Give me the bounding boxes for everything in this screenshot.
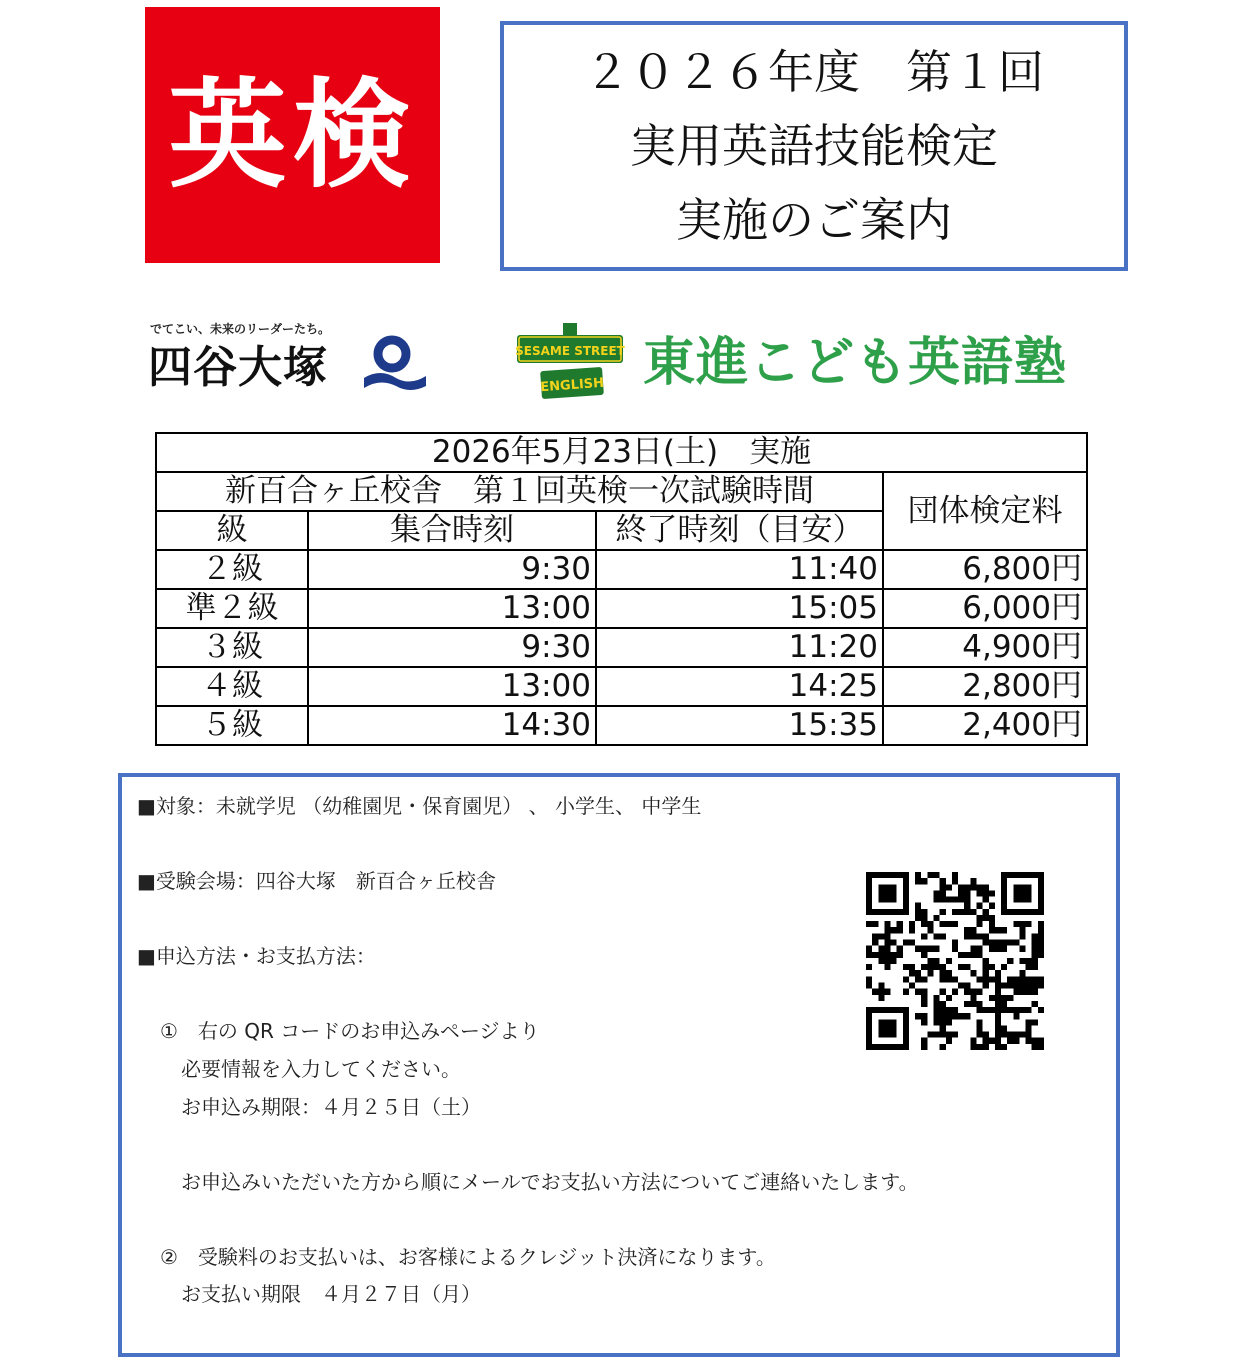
- gather-cell: 9:30: [308, 550, 596, 589]
- column-header-gather: 集合時刻: [308, 511, 596, 550]
- sesame-street-text: SESAME STREET: [515, 344, 625, 358]
- table-row: [156, 472, 1087, 511]
- column-header-end: 終了時刻（目安）: [596, 511, 883, 550]
- end-cell: 11:40: [596, 550, 883, 589]
- title-line-3: 実施のご案内: [676, 193, 952, 247]
- step1-line: ① 右の QR コードのお申込みページより: [160, 1019, 540, 1043]
- column-header-grade: 級: [156, 511, 308, 550]
- grade-cell: 準２級: [156, 589, 308, 628]
- grade-cell: ４級: [156, 667, 308, 706]
- sesame-english-text: ENGLISH: [539, 375, 605, 396]
- gather-cell: 13:00: [308, 589, 596, 628]
- table-row: [156, 589, 1087, 628]
- fee-cell: 2,800円: [883, 667, 1087, 706]
- yotsuya-tagline: でてこい、未来のリーダーたち。: [150, 322, 331, 336]
- table-row: [156, 628, 1087, 667]
- grade-cell: ３級: [156, 628, 308, 667]
- grade-cell: ２級: [156, 550, 308, 589]
- table-row: [156, 706, 1087, 745]
- exam-schedule-table: [155, 432, 1088, 746]
- table-row: [156, 433, 1087, 472]
- step1-instruction: 必要情報を入力してください。: [181, 1057, 461, 1081]
- yotsuya-mark-icon: [360, 328, 430, 392]
- step2-deadline: お支払い期限 ４月２７日（月）: [181, 1282, 481, 1306]
- step2-line: ② 受験料のお支払いは、お客様によるクレジット決済になります。: [160, 1245, 776, 1269]
- end-cell: 14:25: [596, 667, 883, 706]
- step1-contact-note: お申込みいただいた方から順にメールでお支払い方法についてご連絡いたします。: [181, 1170, 919, 1194]
- eiken-logo: [145, 7, 440, 263]
- fee-cell: 6,800円: [883, 550, 1087, 589]
- end-cell: 11:20: [596, 628, 883, 667]
- gather-cell: 14:30: [308, 706, 596, 745]
- gather-cell: 9:30: [308, 628, 596, 667]
- sesame-street-english-badge: [515, 323, 625, 403]
- end-cell: 15:35: [596, 706, 883, 745]
- grade-cell: ５級: [156, 706, 308, 745]
- step1-deadline: お申込み期限：４月２５日（土）: [181, 1095, 481, 1119]
- yotsuya-logo-text: 四谷大塚: [148, 342, 328, 393]
- table-row: [156, 550, 1087, 589]
- qr-code-icon[interactable]: [866, 872, 1044, 1050]
- table-row: [156, 667, 1087, 706]
- fee-cell: 4,900円: [883, 628, 1087, 667]
- end-cell: 15:05: [596, 589, 883, 628]
- venue-line: ■受験会場：四谷大塚 新百合ヶ丘校舎: [137, 869, 496, 893]
- fee-header: 団体検定料: [883, 472, 1087, 550]
- title-line-1: ２０２６年度 第１回: [584, 45, 1044, 99]
- method-line: ■申込方法・お支払方法：: [137, 944, 376, 968]
- session-header: 新百合ヶ丘校舎 第１回英検一次試験時間: [156, 472, 883, 511]
- title-box: [500, 21, 1128, 271]
- gather-cell: 13:00: [308, 667, 596, 706]
- fee-cell: 2,400円: [883, 706, 1087, 745]
- toshin-logo-text: 東進こども英語塾: [643, 333, 1068, 393]
- eiken-logo-text: 英検: [168, 66, 417, 204]
- fee-cell: 6,000円: [883, 589, 1087, 628]
- target-line: ■対象：未就学児 （幼稚園児・保育園児） 、 小学生、 中学生: [137, 794, 702, 818]
- title-line-2: 実用英語技能検定: [630, 119, 998, 173]
- date-header: 2026年5月23日(土) 実施: [156, 433, 1087, 472]
